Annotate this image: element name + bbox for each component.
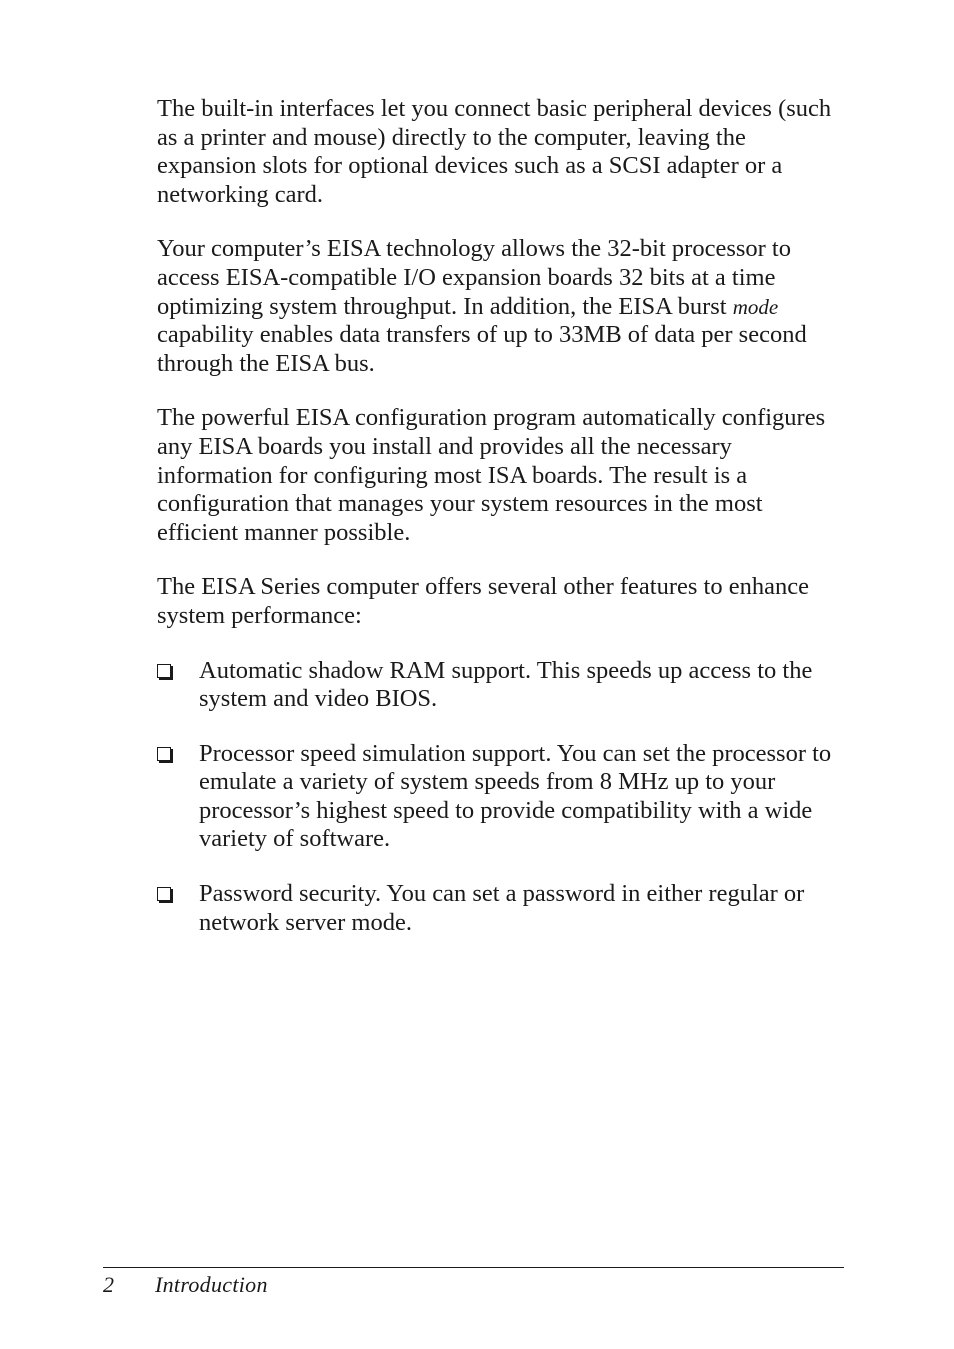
feature-list <box>157 657 847 938</box>
list-item-text: Password security. You can set a password in either regular or network server mode. <box>199 880 805 936</box>
list-item <box>157 880 847 937</box>
footer-divider <box>103 1267 844 1268</box>
paragraph-text: capability enables data transfers of up to 33MB of data per second through the EISA bus. <box>157 321 807 377</box>
paragraph-configuration: The powerful EISA configuration program automatically configures any EISA boards you install and provides all the necessary information for configuring most ISA boards. The result is a configuration that manages your system resources in the most efficient manner possible. <box>157 404 826 546</box>
paragraph-features-intro: The EISA Series computer offers several other features to enhance system performance: <box>157 573 809 629</box>
list-item-text: Processor speed simulation support. You can set the processor to emulate a variety of system speeds from 8 MHz up to your processor’s highest speed to provide compatibility with a wide variety of software. <box>199 739 832 853</box>
running-footer-section: Introduction <box>155 1272 268 1297</box>
italic-term: mode <box>732 294 779 319</box>
list-item <box>157 740 847 854</box>
checkbox-bullet-icon <box>157 664 171 678</box>
checkbox-bullet-icon <box>157 887 171 901</box>
page-number: 2 <box>103 1272 114 1297</box>
list-item-text: Automatic shadow RAM support. This speeds up access to the system and video BIOS. <box>199 656 813 713</box>
paragraph-interfaces: The built-in interfaces let you connect basic peripheral devices (such as a printer and mouse) directly to the computer, leaving the expansion slots for optional devices such as a SCSI adapter or a networking card. <box>157 95 832 208</box>
checkbox-bullet-icon <box>157 747 171 761</box>
paragraph-text: Your computer’s EISA technology allows the 32-bit processor to access EISA-compatible I/O expansion boards 32 bits at a time optimizing system throughput. In addition, the EISA burst <box>157 235 791 320</box>
paragraph-eisa-technology <box>157 235 847 378</box>
page-body <box>157 95 847 963</box>
list-item <box>157 657 847 714</box>
